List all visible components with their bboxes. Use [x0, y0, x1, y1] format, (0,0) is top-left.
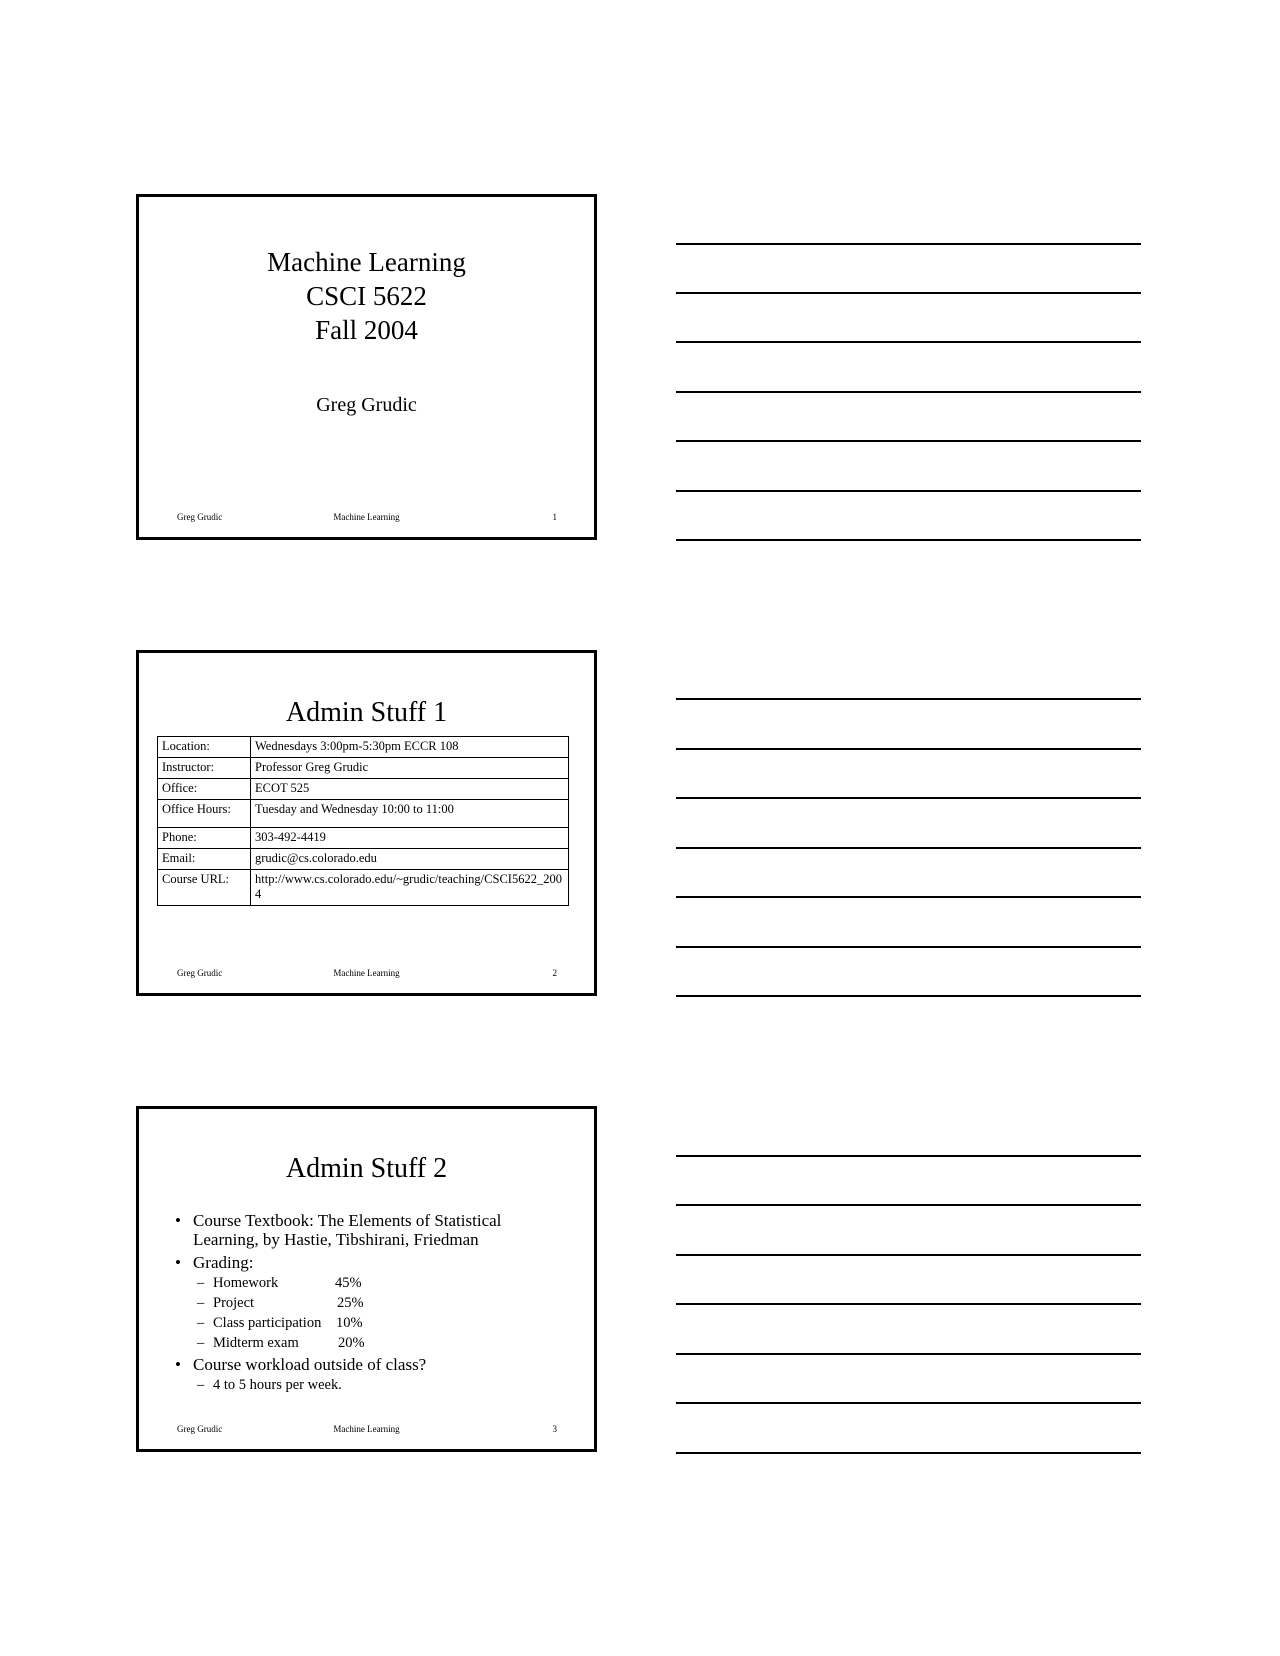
- row-value: Professor Greg Grudic: [251, 758, 569, 779]
- slide-1-author: Greg Grudic: [316, 394, 417, 416]
- slide-1-title: [139, 245, 594, 347]
- note-line: [676, 896, 1141, 898]
- note-line: [676, 292, 1141, 294]
- note-line: [676, 946, 1141, 948]
- note-line: [676, 391, 1141, 393]
- row-value: Wednesdays 3:00pm-5:30pm ECCR 108: [251, 737, 569, 758]
- slide-2-heading: Admin Stuff 1: [285, 697, 448, 728]
- table-row: [158, 779, 569, 800]
- row-label: Phone:: [158, 828, 251, 849]
- textbook-text: Course Textbook: The Elements of Statistical Learning, by Hastie, Tibshirani, Friedman: [193, 1211, 502, 1249]
- note-line: [676, 698, 1141, 700]
- grade-item-label: Project: [213, 1295, 255, 1311]
- slide-1: [136, 194, 597, 540]
- bullet-icon: •: [175, 1253, 181, 1272]
- slide-3: [136, 1106, 597, 1452]
- bullet-list: [175, 1211, 564, 1395]
- note-line: [676, 539, 1141, 541]
- list-item: [175, 1253, 564, 1272]
- dash-icon: –: [197, 1335, 205, 1351]
- workload-answer-text: 4 to 5 hours per week.: [213, 1377, 342, 1393]
- row-value: ECOT 525: [251, 779, 569, 800]
- title-line: Fall 2004: [315, 315, 418, 345]
- title-line: Machine Learning: [267, 247, 466, 277]
- note-line: [676, 995, 1141, 997]
- grade-item-label: Class participation: [213, 1315, 322, 1331]
- grade-item-label: Midterm exam: [213, 1335, 299, 1351]
- note-line: [676, 1303, 1141, 1305]
- footer-page-number: 3: [552, 1424, 557, 1434]
- dash-icon: –: [197, 1315, 205, 1331]
- row-label: Location:: [158, 737, 251, 758]
- footer-course: Machine Learning: [333, 512, 400, 522]
- note-line: [676, 1254, 1141, 1256]
- row-value: Tuesday and Wednesday 10:00 to 11:00: [251, 800, 569, 828]
- bullet-icon: •: [175, 1211, 181, 1230]
- grading-text: Grading:: [193, 1253, 254, 1272]
- grade-item: [175, 1273, 564, 1293]
- dash-icon: –: [197, 1295, 205, 1311]
- dash-icon: –: [197, 1275, 205, 1291]
- table-row: [158, 800, 569, 828]
- grade-item-percent: 45%: [335, 1275, 362, 1291]
- note-line: [676, 1402, 1141, 1404]
- footer-author: Greg Grudic: [177, 512, 223, 522]
- note-line: [676, 1204, 1141, 1206]
- footer-author: Greg Grudic: [177, 1424, 223, 1434]
- row-label: Course URL:: [158, 870, 251, 906]
- footer-page-number: 1: [552, 512, 557, 522]
- grade-item-percent: 20%: [338, 1335, 365, 1351]
- list-item: [175, 1211, 564, 1249]
- row-value: http://www.cs.colorado.edu/~grudic/teaching/CSCI5622_2004: [251, 870, 569, 906]
- title-line: CSCI 5622: [306, 281, 427, 311]
- workload-answer: [175, 1375, 564, 1395]
- slide-3-heading: Admin Stuff 2: [285, 1153, 448, 1184]
- grade-item: [175, 1293, 564, 1313]
- row-label: Email:: [158, 849, 251, 870]
- row-label: Instructor:: [158, 758, 251, 779]
- admin-info-table: [157, 736, 569, 906]
- note-line: [676, 243, 1141, 245]
- slide-footer: [139, 1423, 594, 1435]
- bullet-icon: •: [175, 1355, 181, 1374]
- grading-list: [175, 1273, 564, 1353]
- row-value: 303-492-4419: [251, 828, 569, 849]
- table-row: [158, 737, 569, 758]
- list-item: [175, 1355, 564, 1374]
- note-line: [676, 341, 1141, 343]
- row-label: Office:: [158, 779, 251, 800]
- note-line: [676, 1155, 1141, 1157]
- grade-item-percent: 10%: [336, 1315, 363, 1331]
- row-value: grudic@cs.colorado.edu: [251, 849, 569, 870]
- footer-course: Machine Learning: [333, 1424, 400, 1434]
- footer-course: Machine Learning: [333, 968, 400, 978]
- grade-item-percent: 25%: [337, 1295, 364, 1311]
- row-label: Office Hours:: [158, 800, 251, 828]
- workload-text: Course workload outside of class?: [193, 1355, 427, 1374]
- footer-author: Greg Grudic: [177, 968, 223, 978]
- note-line: [676, 490, 1141, 492]
- note-line: [676, 847, 1141, 849]
- note-line: [676, 748, 1141, 750]
- note-line: [676, 1452, 1141, 1454]
- dash-icon: –: [197, 1377, 205, 1393]
- note-line: [676, 440, 1141, 442]
- note-line: [676, 1353, 1141, 1355]
- footer-page-number: 2: [552, 968, 557, 978]
- table-row: [158, 849, 569, 870]
- slide-footer: [139, 511, 594, 523]
- note-line: [676, 797, 1141, 799]
- grade-item: [175, 1313, 564, 1333]
- table-row: [158, 870, 569, 906]
- slide-2: [136, 650, 597, 996]
- table-row: [158, 828, 569, 849]
- slide-footer: [139, 967, 594, 979]
- grade-item: [175, 1333, 564, 1353]
- grade-item-label: Homework: [213, 1275, 279, 1291]
- table-row: [158, 758, 569, 779]
